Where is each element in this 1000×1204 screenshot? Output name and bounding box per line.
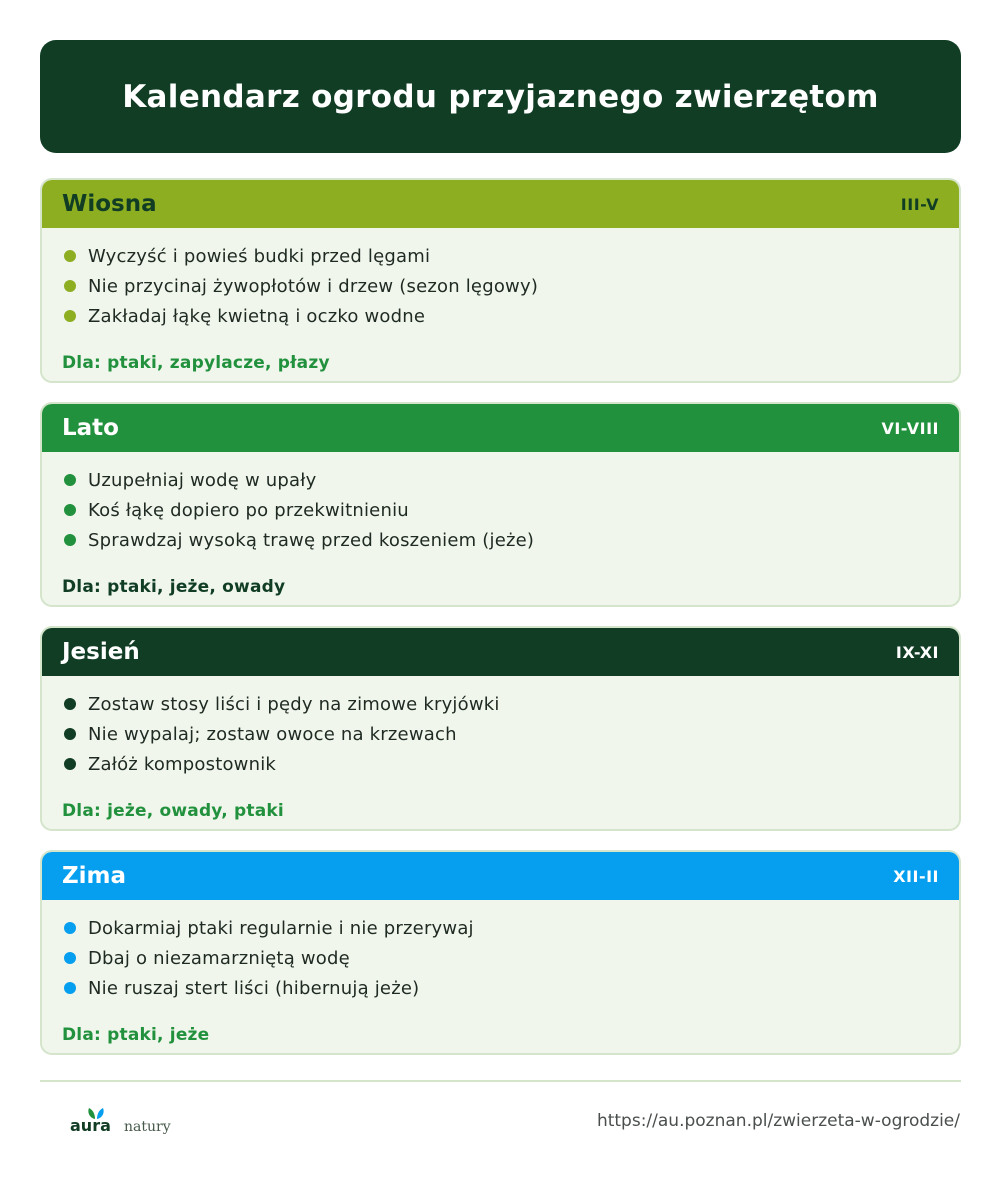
bullet-dot-icon [64,728,76,740]
bullet-dot-icon [64,982,76,994]
season-name: Wiosna [62,191,157,217]
bullet-dot-icon [64,534,76,546]
season-header [42,180,959,228]
logo-word: aura [70,1116,111,1135]
tips-list [42,900,959,1003]
tip-text: Dbaj o niezamarzniętą wodę [88,947,350,969]
season-name: Jesień [62,639,140,665]
target-animals: Dla: ptaki, jeże [62,1025,210,1045]
tip-text: Wyczyść i powieś budki przed lęgami [88,245,431,267]
tip-text: Zakładaj łąkę kwietną i oczko wodne [88,305,426,327]
season-months: VI-VIII [881,418,939,438]
list-item [62,271,959,301]
list-item [62,495,959,525]
list-item [62,973,959,1003]
target-animals: Dla: ptaki, jeże, owady [62,577,286,597]
tips-list [42,452,959,555]
tips-list [42,228,959,331]
list-item [62,301,959,331]
season-header [42,404,959,452]
target-animals: Dla: ptaki, zapylacze, płazy [62,353,330,373]
season-name: Zima [62,863,127,889]
tip-text: Dokarmiaj ptaki regularnie i nie przerywaj [88,917,474,939]
tip-text: Zostaw stosy liści i pędy na zimowe kryjówki [88,693,500,715]
bullet-dot-icon [64,474,76,486]
season-header [42,628,959,676]
season-months: III-V [900,194,939,214]
list-item [62,719,959,749]
logo-subtitle: natury [124,1119,171,1135]
title-banner [40,40,961,153]
tip-text: Nie ruszaj stert liści (hibernują jeże) [88,977,420,999]
target-animals: Dla: jeże, owady, ptaki [62,801,284,821]
bullet-dot-icon [64,250,76,262]
tip-text: Sprawdzaj wysoką trawę przed koszeniem (jeże) [88,529,535,551]
tip-text: Koś łąkę dopiero po przekwitnieniu [88,499,409,521]
list-item [62,913,959,943]
footer-divider [40,1080,961,1082]
list-item [62,749,959,779]
brand-logo [70,1108,180,1142]
season-card-spring [40,178,961,383]
bullet-dot-icon [64,504,76,516]
season-card-summer [40,402,961,607]
season-card-winter [40,850,961,1055]
tip-text: Nie wypalaj; zostaw owoce na krzewach [88,723,457,745]
bullet-dot-icon [64,310,76,322]
season-months: XII-II [893,866,939,886]
tips-list [42,676,959,779]
tip-text: Nie przycinaj żywopłotów i drzew (sezon lęgowy) [88,275,539,297]
bullet-dot-icon [64,698,76,710]
bullet-dot-icon [64,922,76,934]
list-item [62,525,959,555]
tip-text: Uzupełniaj wodę w upały [88,469,317,491]
list-item [62,943,959,973]
season-card-autumn [40,626,961,831]
season-header [42,852,959,900]
bullet-dot-icon [64,952,76,964]
list-item [62,241,959,271]
bullet-dot-icon [64,758,76,770]
list-item [62,465,959,495]
season-name: Lato [62,415,119,441]
season-months: IX-XI [895,642,939,662]
tip-text: Załóż kompostownik [88,753,277,775]
page-title: Kalendarz ogrodu przyjaznego zwierzętom [122,78,879,115]
list-item [62,689,959,719]
source-link[interactable]: https://au.poznan.pl/zwierzeta-w-ogrodzie/ [596,1111,960,1131]
bullet-dot-icon [64,280,76,292]
